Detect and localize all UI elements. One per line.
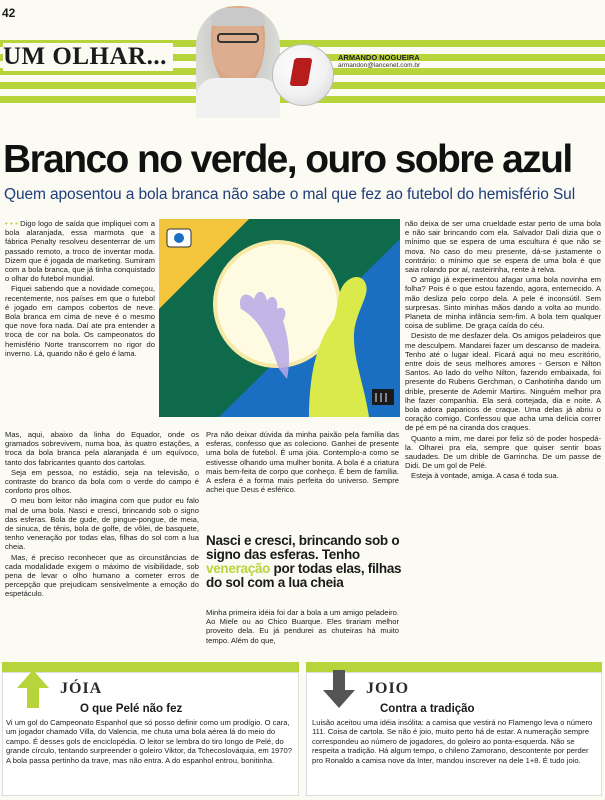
headline: Branco no verde, ouro sobre azul: [3, 138, 572, 181]
joio-text: Luisão aceitou uma idéia insólita: a camisa que vestirá no Flamengo leva o número 111. Coisa de cartola. Se não é joio, muito perto há de estar. A numeração sempre correspondeu ao número de jogadores, do goleiro ao ponta-esquerda. Não se respeita a tradição. Há algum tempo, o chileno Zamorano, descontente por perder pro Ronaldo a camisa nove da Inter, mandou inscrever na dele 1+8. É tudo joio.: [312, 718, 593, 765]
article-column-1-top: [5, 219, 155, 359]
page-number: 42: [2, 6, 16, 20]
pull-quote: Nasci e cresci, brincando sob o signo das esferas. Tenho veneração por todas elas, filhas do sol com a lua cheia: [206, 533, 402, 590]
article-column-2: [206, 430, 399, 495]
joia-text: Vi um gol do Campeonato Espanhol que só posso definir como um prodígio. O cara, um jogador chamado Villa, do Valencia, me chuta uma bola aérea lá do meio do campo. É desses gols de enciclopédia. O leitor se lembra do tiro longo de Pelé, do grande círculo, tentando surpreender o goleiro Viktor, da Tchecoslováquia, em 1970? A bola passa pertinho da trave, mas não entra. A do espanhol entrou, bonitinha.: [6, 718, 292, 765]
article-illustration: [159, 219, 400, 417]
paragraph: Fiquei sabendo que a novidade começou, recentemente, nos países em que o futebol é jogado em campos cobertos de neve. Bola branca em cima de neve é o mesmo que nove fora nada. Daí ate pra entender a troca de cor na bola. Os campeonatos do hemisfério Norte transcorrem no rigor do inverno. Lá, quando não é gelo é lama.: [5, 284, 155, 358]
article-column-2-continued: [206, 608, 399, 646]
paragraph: • • • Digo logo de saída que impliquei com a bola alaranjada, essa marmota que a fábrica Penalty resolveu desenterrar de um passado remoto, a troco de inventar moda. Dizem que é jogada de marketing. Sumiram com a bola branca, que já tinha conquistado o olhar do futebol mundial.: [5, 219, 155, 284]
joio-label: JOIO: [366, 680, 410, 697]
author-name: ARMANDO NOGUEIRA: [338, 53, 420, 62]
paragraph: Desisto de me desfazer dela. Os amigos peladeiros que me desculpem. Mandarei fazer um descanso de madeira. Tenho até o lugar ideal. Ficará aqui no meu escritório, entre dois de seus melhores amores - Gerson e Nilton Santos. Ao lado do velho Nilton, fazendo embaixada, foi presente do Rubens Gerchman, o Canhotinha dando um drible, presente de Ademir Martins. Ninguém melhor pra lhe fazer companhia. Ela será cortejada, dia e noite. A bola adora paparicos de craque. Uma delas já abriu o coração comigo. Confessou que acha uma delícia correr de pé em pé na ciranda dos craques.: [405, 331, 601, 433]
paragraph: Quanto a mim, me darei por feliz só de poder hospedá-la. Olharei pra ela, sempre que quiser sentir boas saudades. De um drible de Garrincha. De um passe de Didi. De um gol de Pelé.: [405, 433, 601, 471]
paragraph: O amigo já experimentou afagar uma bola novinha em folha? Pois é o que estou fazendo, agora, enternecido. A mão desliza pelo corpo dela. A pele é inconsútil. Sem surpresas. Sinto minhas mãos dando a volta ao mundo. Planeta de minha infância sem-fim. A bola tem qualquer coisa de sublime. De graça caída do céu.: [405, 275, 601, 331]
illustration-art: [159, 219, 400, 417]
author-email[interactable]: armandon@lancenet.com.br: [338, 62, 421, 69]
article-column-3: [405, 219, 601, 482]
joio-title: Contra a tradição: [380, 703, 475, 715]
joia-title: O que Pelé não fez: [80, 703, 183, 715]
subhead: Quem aposentou a bola branca não sabe o mal que fez ao futebol do hemisfério Sul: [4, 186, 576, 203]
arrow-down-icon: [322, 668, 356, 710]
arrow-up-icon: [16, 668, 50, 710]
paragraph: não deixa de ser uma crueldade estar perto de uma bola e não sair brincando com ela. Salvador Dali dizia que o mínimo que se espera de uma escultura é que não se mova. No caso do meu presente, dá-se justamente o contrário: o mínimo que se espera de uma bola é que saia rolando por aí, rasteirinha, rente à relva.: [405, 219, 601, 275]
joia-label: JÓIA: [60, 680, 103, 697]
paragraph: Mas, é preciso reconhecer que as circunstâncias de cada modalidade exigem o máximo de visibilidade, sob pena de levar o olho humano a cometer erros de percepção que prejudicam sensivelmente a emoção do espetáculo.: [5, 552, 199, 599]
lead-marker: • • •: [5, 219, 18, 228]
paragraph: Mas, aqui, abaixo da linha do Equador, onde os gramados sobrevivem, numa boa, às quatro estações, a troca da bola branca pela alaranjada é um equívoco, tanto dos fabricantes quanto dos cartolas.: [5, 430, 199, 467]
paragraph: Pra não deixar dúvida da minha paixão pela família das esferas, confesso que as coleciono. Ganhei de presente uma bola de futebol. É uma jóia. Contemplo-a como se estivesse olhando uma mulher bonita. A bola é a criatura mais bem-feita de corpo que conheço. É bem de família. A esfera é a forma mais perfeita do universo. Sempre achei que Deus é esférico.: [206, 430, 399, 495]
paragraph: Esteja à vontade, amiga. A casa é toda sua.: [411, 471, 559, 481]
pull-quote-highlight: veneração: [206, 561, 271, 576]
paragraph: Minha primeira idéia foi dar a bola a um amigo peladeiro. Ao Miele ou ao Chico Buarque. Eles tirariam melhor proveito dela. Eu já pendurei as chuteiras há muito tempo. Além do que,: [206, 608, 399, 645]
article-column-1-bottom: [5, 430, 199, 600]
paragraph: Seja em pessoa, no estádio, seja na televisão, o contraste do branco da bola com o verde do campo é conforto pros olhos.: [5, 467, 199, 496]
column-header: UM OLHAR...: [3, 43, 173, 71]
paragraph: O meu bom leitor não imagina com que pudor eu falo mal de uma bola. Nasci e cresci, brincando sob o signo das esferas. Bola de gude, de pingue-pongue, de meia, de sinuca, de tênis, bola de golfe, de vôlei, de basquete, tenho veneração por todas elas, filhas do sol com a lua cheia.: [5, 496, 199, 552]
